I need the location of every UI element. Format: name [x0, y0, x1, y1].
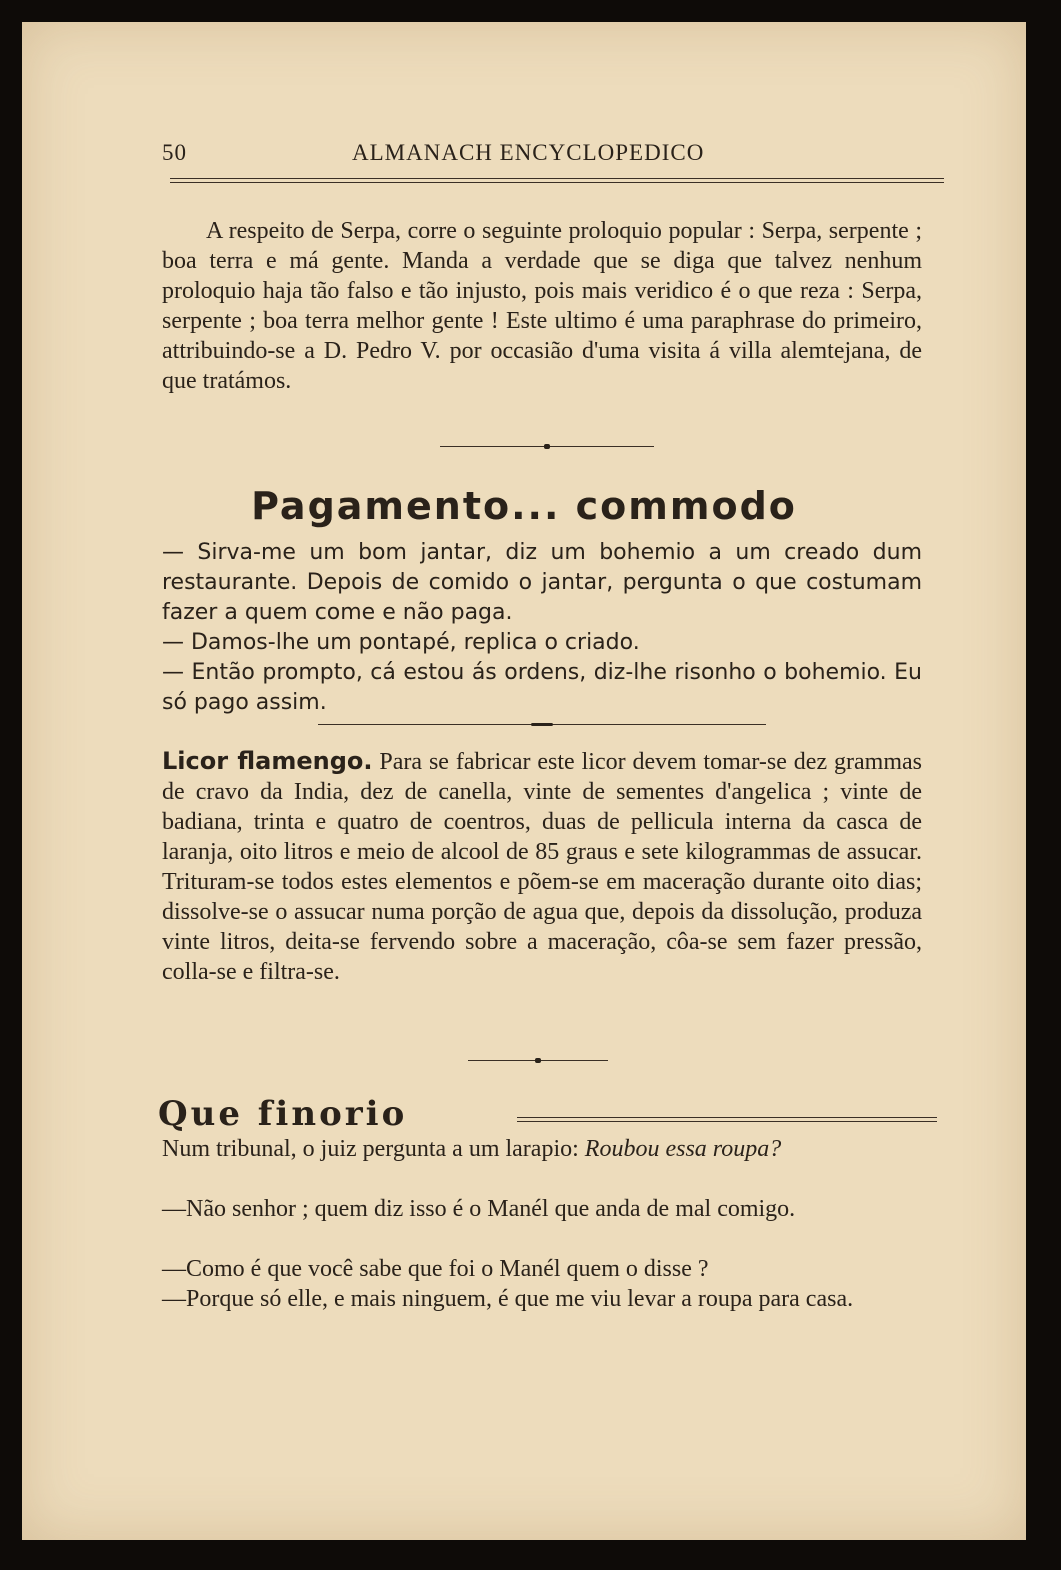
- finorio-intro-text: Num tribunal, o juiz pergunta a um larapio:: [162, 1136, 585, 1162]
- finorio-line: —Como é que você sabe que foi o Manél quem o disse ?: [162, 1256, 709, 1282]
- book-page: [22, 22, 1026, 1540]
- finorio-intro: [162, 1134, 922, 1164]
- serpa-paragraph: A respeito de Serpa, corre o seguinte proloquio popular : Serpa, serpente ; boa terra e má gente. Manda a verdade que se diga que talvez nenhum proloquio haja tão falso e tão injusto, pois mais veridico é o que reza : Serpa, serpente ; boa terra melhor gente ! Este ultimo é uma paraphrase do primeiro, attribuindo-se a D. Pedro V. por occasião d'uma visita á villa alemtejana, de que tratámos.: [162, 218, 922, 394]
- finorio-title: Que finorio: [158, 1094, 408, 1134]
- running-title: ALMANACH ENCYCLOPEDICO: [352, 140, 705, 165]
- finorio-line: —Porque só elle, e mais ninguem, é que me viu levar a roupa para casa.: [162, 1286, 854, 1312]
- header-rule: [170, 178, 944, 183]
- ornament-separator: [440, 446, 654, 447]
- finorio-line: —Não senhor ; quem diz isso é o Manél que anda de mal comigo.: [162, 1196, 796, 1222]
- licor-text: Para se fabricar este licor devem tomar-se dez grammas de cravo da India, dez de canella, vinte de sementes d'angelica ; vinte de badiana, trinta e quatro de coentros, duas de pellicula interna da casca de laranja, oito litros e meio de alcool de 85 graus e sete kilogrammas de assucar. Trituram-se todos estes elementos e põem-se em maceração durante oito dias; dissolve-se o assucar numa porção de agua que, depois da dissolução, produza vinte litros, deita-se fervendo sobre a maceração, côa-se sem fazer pressão, colla-se e filtra-se.: [162, 749, 922, 985]
- page-number: 50: [162, 140, 187, 165]
- pagamento-line: — Sirva-me um bom jantar, diz um bohemio a um creado dum restaurante. Depois de comido o jantar, pergunta o que costumam fazer a quem come e não paga.: [162, 540, 922, 625]
- page-header: [162, 140, 942, 170]
- licor-paragraph: [162, 746, 922, 987]
- pagamento-line: — Então prompto, cá estou ás ordens, diz-lhe risonho o bohemio. Eu só pago assim.: [162, 660, 922, 715]
- licor-title: Licor flamengo.: [162, 747, 373, 775]
- separator-rule: [318, 724, 766, 725]
- pagamento-title: Pagamento... commodo: [251, 484, 797, 528]
- pagamento-line: — Damos-lhe um pontapé, replica o criado.: [162, 630, 640, 655]
- ornament-separator: [468, 1060, 608, 1061]
- finorio-question: Roubou essa roupa?: [584, 1136, 782, 1162]
- finorio-title-rule: [517, 1117, 937, 1122]
